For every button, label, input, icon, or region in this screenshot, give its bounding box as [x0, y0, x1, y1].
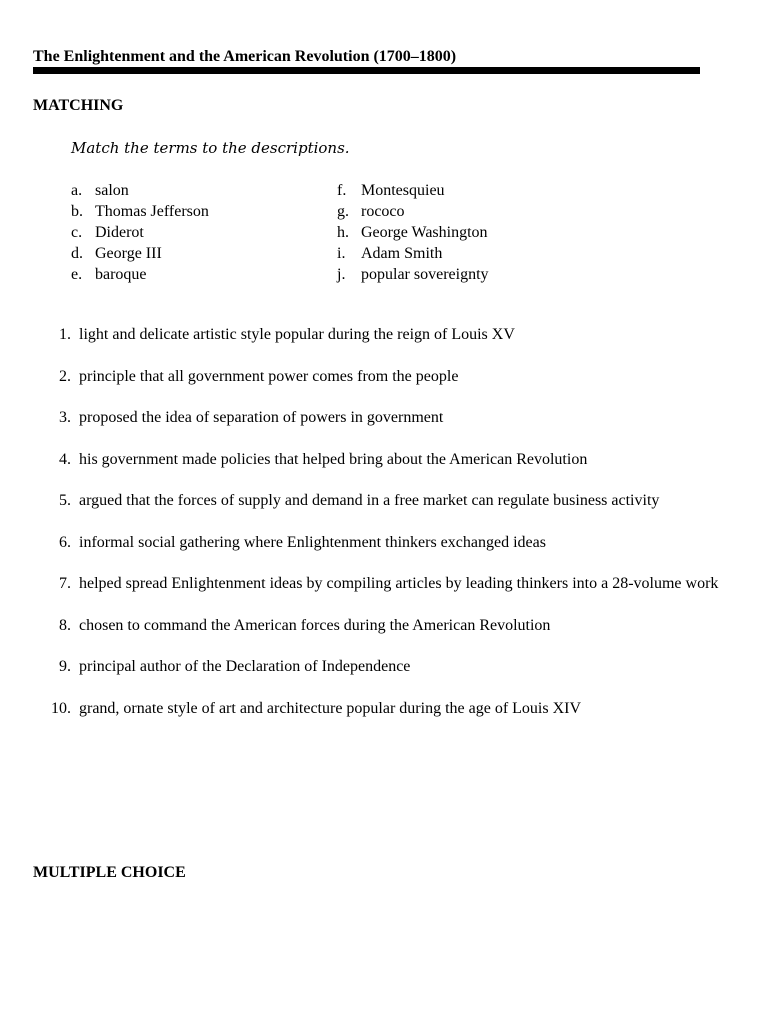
- page-title: The Enlightenment and the American Revolution (1700–1800): [33, 48, 457, 65]
- question-number: 2.: [59, 367, 71, 385]
- term-text: George III: [95, 245, 162, 262]
- terms-left-column: [71, 180, 209, 285]
- term-i: [337, 243, 489, 264]
- question-number: 9.: [59, 658, 71, 675]
- question-item: [33, 615, 723, 636]
- question-number: 8.: [59, 616, 71, 634]
- term-letter: f.: [337, 182, 347, 199]
- question-text: light and delicate artistic style popular during the reign of Louis XV: [79, 326, 515, 343]
- term-f: [337, 180, 489, 201]
- question-item: [33, 407, 723, 428]
- question-text: principal author of the Declaration of Independence: [79, 658, 411, 675]
- question-item: [33, 324, 723, 345]
- question-number: 1.: [59, 326, 71, 343]
- matching-heading: MATCHING: [33, 97, 124, 114]
- term-a: [71, 180, 209, 201]
- term-text: Adam Smith: [361, 245, 443, 262]
- question-number: 5.: [59, 492, 71, 509]
- question-number: 7.: [59, 575, 71, 592]
- question-item: [33, 532, 723, 553]
- question-number: 4.: [59, 450, 71, 468]
- question-number: 6.: [59, 533, 71, 551]
- question-text: informal social gathering where Enlightenment thinkers exchanged ideas: [79, 533, 546, 551]
- question-text: his government made policies that helped bring about the American Revolution: [79, 450, 588, 468]
- question-item: [33, 366, 723, 387]
- term-letter: j.: [337, 266, 346, 283]
- terms-right-column: [337, 180, 489, 285]
- term-letter: d.: [71, 245, 83, 262]
- question-text: principle that all government power comes from the people: [79, 367, 459, 385]
- term-text: salon: [95, 182, 129, 199]
- question-text: argued that the forces of supply and demand in a free market can regulate business activity: [79, 492, 660, 509]
- question-number: 10.: [51, 699, 71, 717]
- question-text: grand, ornate style of art and architecture popular during the age of Louis XIV: [79, 699, 582, 717]
- term-text: popular sovereignty: [361, 266, 489, 283]
- question-item: [33, 449, 723, 470]
- term-text: baroque: [95, 266, 147, 283]
- question-item: [33, 698, 723, 719]
- term-text: Montesquieu: [361, 182, 445, 199]
- question-item: [33, 656, 723, 677]
- term-d: [71, 243, 209, 264]
- term-text: Diderot: [95, 224, 144, 241]
- term-letter: c.: [71, 224, 83, 241]
- term-text: George Washington: [361, 224, 488, 241]
- question-item: [33, 490, 723, 511]
- term-letter: h.: [337, 224, 349, 241]
- term-letter: g.: [337, 203, 349, 220]
- term-c: [71, 222, 209, 243]
- question-text: helped spread Enlightenment ideas by compiling articles by leading thinkers into a 28-volume work: [79, 575, 719, 592]
- term-b: [71, 201, 209, 222]
- term-h: [337, 222, 489, 243]
- term-letter: e.: [71, 266, 83, 283]
- question-number: 3.: [59, 409, 71, 426]
- term-g: [337, 201, 489, 222]
- term-j: [337, 264, 489, 285]
- question-text: chosen to command the American forces during the American Revolution: [79, 616, 551, 634]
- question-text: proposed the idea of separation of powers in government: [79, 409, 444, 426]
- term-text: Thomas Jefferson: [95, 203, 209, 220]
- term-e: [71, 264, 209, 285]
- term-text: rococo: [361, 203, 405, 220]
- term-letter: a.: [71, 182, 83, 199]
- term-letter: b.: [71, 203, 83, 220]
- question-list: [33, 324, 723, 739]
- term-letter: i.: [337, 245, 346, 262]
- multiple-choice-heading: MULTIPLE CHOICE: [33, 864, 186, 881]
- matching-instructions: Match the terms to the descriptions.: [71, 139, 350, 157]
- question-item: [33, 573, 723, 594]
- title-rule: [33, 67, 700, 74]
